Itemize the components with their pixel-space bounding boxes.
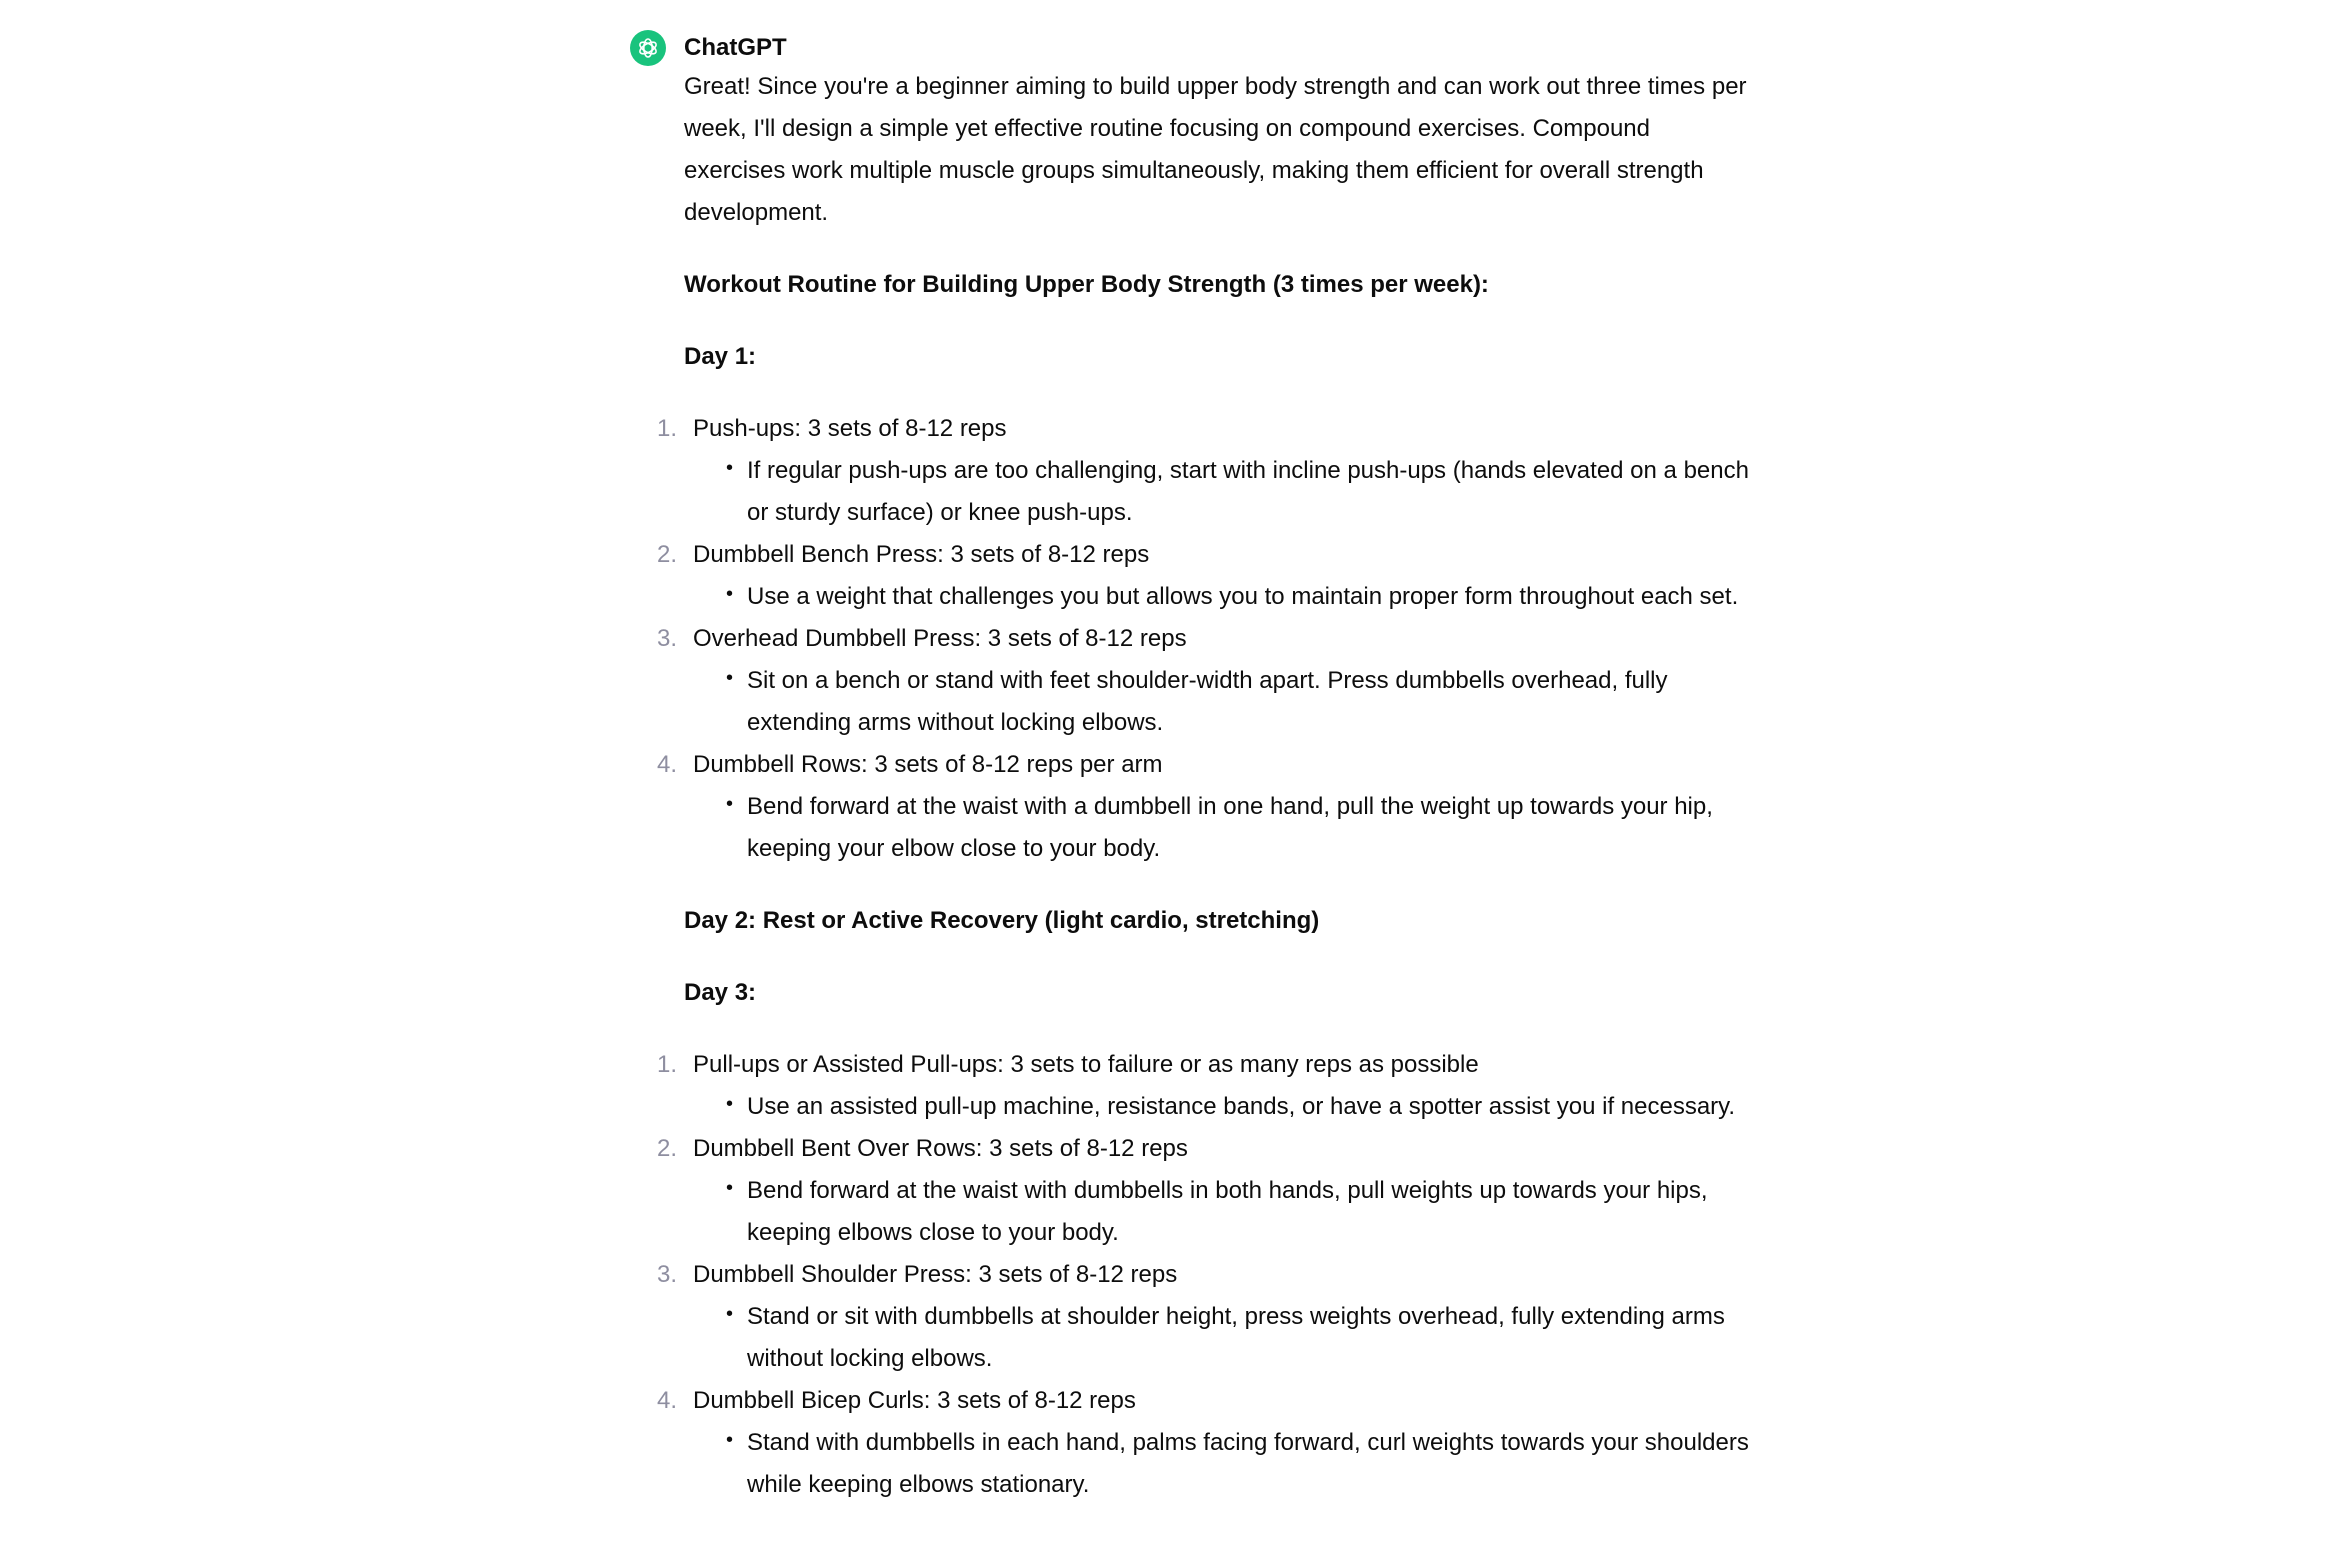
list-item (657, 744, 1754, 870)
bullet-icon: • (726, 1429, 734, 1451)
exercise-text: Dumbbell Bicep Curls: 3 sets of 8-12 reps (693, 1387, 1136, 1414)
exercise-text: Dumbbell Rows: 3 sets of 8-12 reps per arm (693, 751, 1163, 778)
day3-title: Day 3: (684, 979, 757, 1006)
list-number: 1. (657, 415, 678, 442)
note-text: Use an assisted pull-up machine, resistance bands, or have a spotter assist you if necessary. (747, 1093, 1736, 1120)
note-text: Stand with dumbbells in each hand, palms facing forward, curl weights towards your shoulders while keeping elbows stationary. (747, 1429, 1749, 1498)
note-list (693, 1170, 1754, 1254)
bullet-icon: • (726, 793, 734, 815)
list-item (657, 534, 1754, 618)
list-number: 2. (657, 1135, 678, 1162)
list-item (657, 1254, 1754, 1380)
day1-exercise-list (657, 408, 1754, 870)
note-list (693, 1296, 1754, 1380)
bullet-icon: • (726, 1177, 734, 1199)
note-item (726, 786, 1754, 870)
list-item (657, 408, 1754, 534)
routine-title: Workout Routine for Building Upper Body Strength (3 times per week): (684, 271, 1489, 298)
openai-logo-icon (636, 36, 660, 60)
note-list (693, 660, 1754, 744)
note-list (693, 786, 1754, 870)
bullet-icon: • (726, 667, 734, 689)
chatgpt-avatar (630, 30, 666, 66)
note-item (726, 660, 1754, 744)
day3-exercise-list (657, 1044, 1754, 1506)
note-text: Bend forward at the waist with dumbbells in both hands, pull weights up towards your hips, keeping elbows close to your body. (747, 1177, 1708, 1246)
exercise-text: Dumbbell Bent Over Rows: 3 sets of 8-12 reps (693, 1135, 1188, 1162)
note-item (726, 1086, 1754, 1128)
note-item (726, 1170, 1754, 1254)
note-list (693, 576, 1754, 618)
day2-title: Day 2: Rest or Active Recovery (light cardio, stretching) (684, 907, 1320, 934)
note-list (693, 1422, 1754, 1506)
list-number: 4. (657, 1387, 678, 1414)
message-content (657, 30, 1754, 1506)
note-item (726, 450, 1754, 534)
intro-paragraph: Great! Since you're a beginner aiming to build upper body strength and can work out three times per week, I'll design a simple yet effective routine focusing on compound exercises. Compound exercises work multiple muscle groups simultaneously, making them efficient for overall strength development. (684, 73, 1747, 226)
bullet-icon: • (726, 583, 734, 605)
exercise-text: Dumbbell Shoulder Press: 3 sets of 8-12 reps (693, 1261, 1178, 1288)
note-list (693, 1086, 1754, 1128)
list-number: 3. (657, 1261, 678, 1288)
note-text: Sit on a bench or stand with feet shoulder-width apart. Press dumbbells overhead, fully extending arms without locking elbows. (747, 667, 1668, 736)
list-item (657, 618, 1754, 744)
author-name: ChatGPT (684, 34, 787, 61)
list-number: 3. (657, 625, 678, 652)
note-text: Stand or sit with dumbbells at shoulder height, press weights overhead, fully extending arms without locking elbows. (747, 1303, 1725, 1372)
note-text: Use a weight that challenges you but allows you to maintain proper form throughout each set. (747, 583, 1739, 610)
day1-title: Day 1: (684, 343, 757, 370)
exercise-text: Overhead Dumbbell Press: 3 sets of 8-12 reps (693, 625, 1187, 652)
exercise-text: Push-ups: 3 sets of 8-12 reps (693, 415, 1007, 442)
list-item (657, 1380, 1754, 1506)
note-text: Bend forward at the waist with a dumbbell in one hand, pull the weight up towards your hip, keeping your elbow close to your body. (747, 793, 1713, 862)
note-item (726, 576, 1754, 618)
exercise-text: Dumbbell Bench Press: 3 sets of 8-12 reps (693, 541, 1150, 568)
note-list (693, 450, 1754, 534)
note-item (726, 1422, 1754, 1506)
note-item (726, 1296, 1754, 1380)
bullet-icon: • (726, 1303, 734, 1325)
list-item (657, 1044, 1754, 1128)
note-text: If regular push-ups are too challenging, start with incline push-ups (hands elevated on a bench or sturdy surface) or knee push-ups. (747, 457, 1749, 526)
list-number: 2. (657, 541, 678, 568)
list-number: 4. (657, 751, 678, 778)
list-item (657, 1128, 1754, 1254)
exercise-text: Pull-ups or Assisted Pull-ups: 3 sets to failure or as many reps as possible (693, 1051, 1479, 1078)
bullet-icon: • (726, 1093, 734, 1115)
bullet-icon: • (726, 457, 734, 479)
list-number: 1. (657, 1051, 678, 1078)
